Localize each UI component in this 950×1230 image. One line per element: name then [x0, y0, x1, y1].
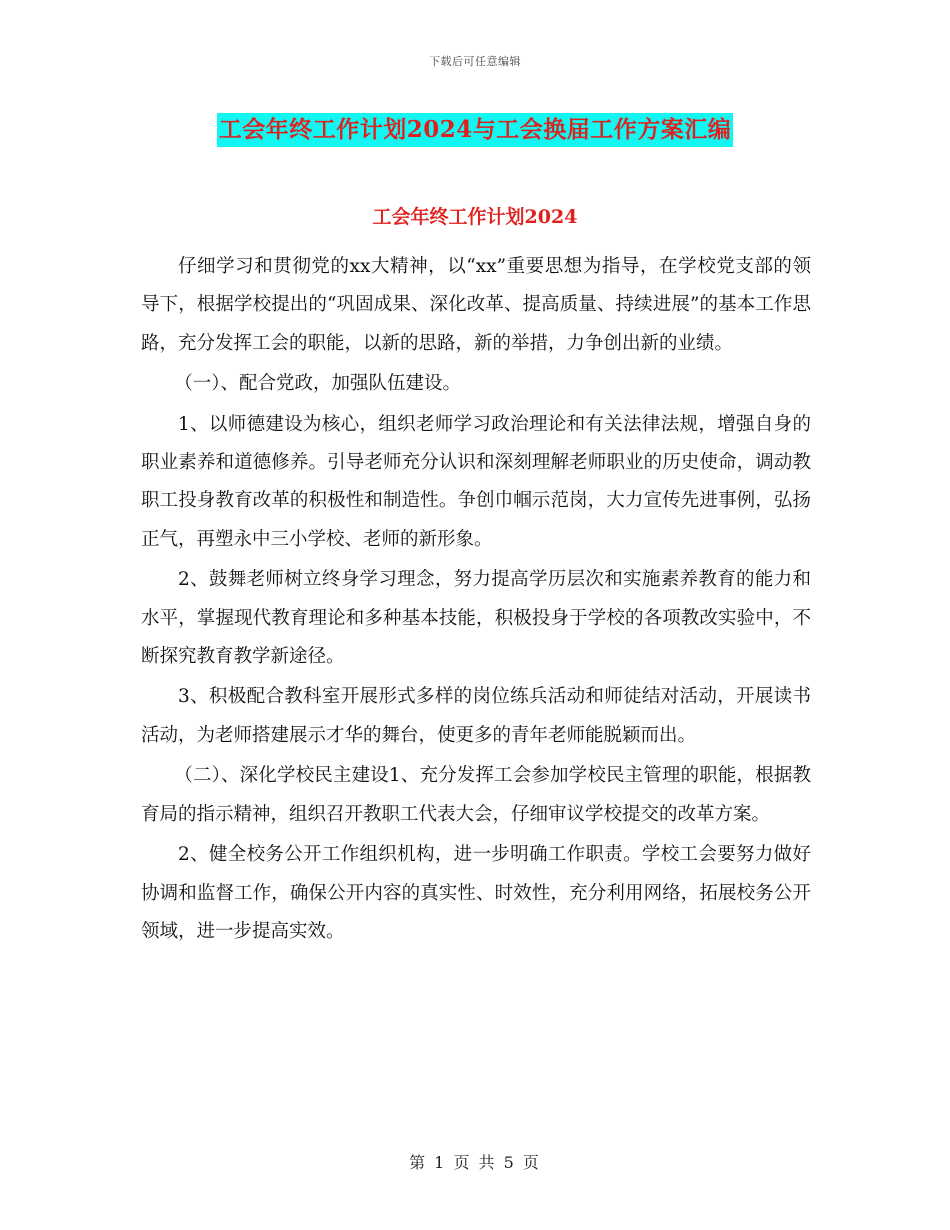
paragraph-item-1: 1、以师德建设为核心，组织老师学习政治理论和有关法律法规，增强自身的职业素养和道德修养。引导老师充分认识和深刻理解老师职业的历史使命，调动教职工投身教育改革的积极性和制造性。争创巾帼示范岗，大力宣传先进事例，弘扬正气，再塑永中三小学校、老师的新形象。: [141, 413, 811, 550]
header-note: 下载后可任意编辑: [429, 55, 521, 68]
page-number-footer: 第 1 页 共 5 页: [409, 1153, 541, 1172]
paragraph-item-2-2: 2、健全校务公开工作组织机构，进一步明确工作职责。学校工会要努力做好协调和监督工作，确保公开内容的真实性、时效性，充分利用网络，拓展校务公开领域，进一步提高实效。: [141, 844, 811, 942]
document-body: [141, 248, 811, 953]
paragraph-intro: 仔细学习和贯彻党的xx大精神，以“xx”重要思想为指导，在学校党支部的领导下，根据学校提出的“巩固成果、深化改革、提高质量、持续进展”的基本工作思路，充分发挥工会的职能，以新的思路，新的举措，力争创出新的业绩。: [141, 256, 811, 354]
section-title: 工会年终工作计划2024: [372, 206, 578, 228]
paragraph-item-2: 2、鼓舞老师树立终身学习理念，努力提高学历层次和实施素养教育的能力和水平，掌握现代教育理论和多种基本技能，积极投身于学校的各项教改实验中，不断探究教育教学新途径。: [141, 569, 811, 668]
document-main-title: 工会年终工作计划2024与工会换届工作方案汇编: [217, 113, 734, 147]
paragraph-section-2: （二）、深化学校民主建设1、充分发挥工会参加学校民主管理的职能，根据教育局的指示精神，组织召开教职工代表大会，仔细审议学校提交的改革方案。: [141, 765, 811, 825]
paragraph-section-1-heading: （一）、配合党政，加强队伍建设。: [174, 373, 462, 395]
main-title-container: [0, 113, 950, 147]
paragraph-item-3: 3、积极配合教科室开展形式多样的岗位练兵活动和师徒结对活动，开展读书活动，为老师搭建展示才华的舞台，使更多的青年老师能脱颖而出。: [141, 686, 811, 746]
